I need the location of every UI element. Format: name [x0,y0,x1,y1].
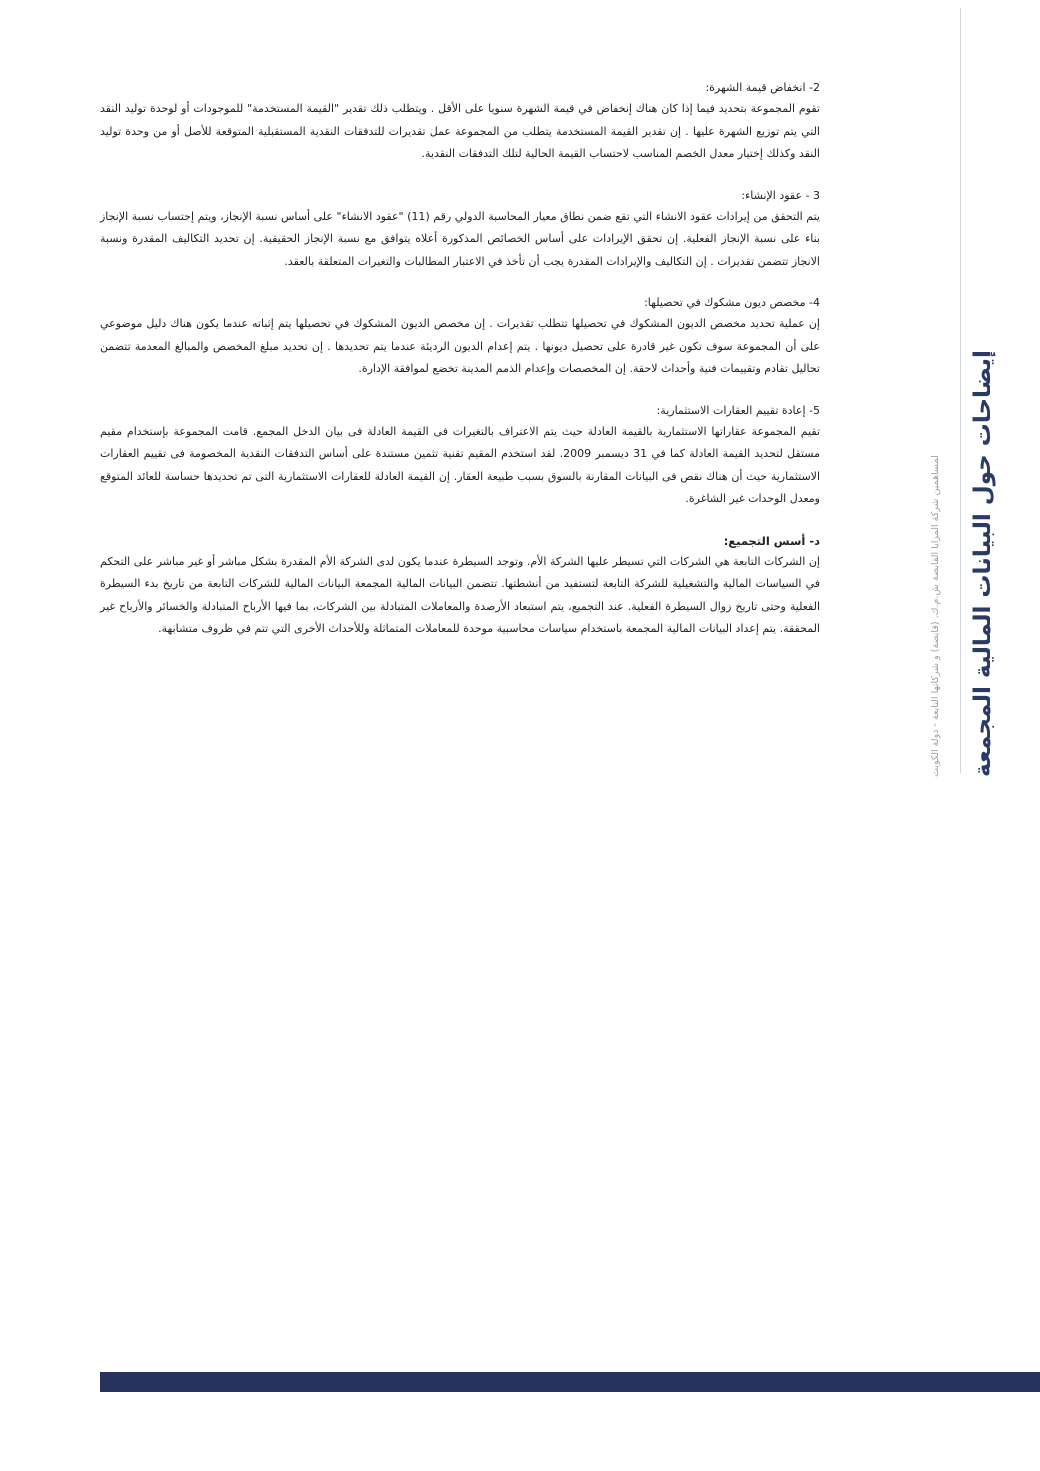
section-title: 2- انخفاض قيمة الشهرة: [705,81,820,94]
section-basis-of-consolidation [100,531,820,641]
section-body: يتم التحقق من إيرادات عقود الانشاء التي تقع ضمن نطاق معيار المحاسبة الدولي رقم (11) "عقود الانشاء" على أساس نسبة الإنجاز، ويتم إحتساب نسبة الإنجاز بناء على نسبة الإنجاز الفعلية. إن تحقق الإيرادات على أساس الخصائص المذكورة أعلاه يتوافق مع نسبة الإنجاز الحقيقية. إن تحديد التكاليف المقدرة ونسبة الانجاز تتضمن تقديرات . إن التكاليف والإيرادات المقدرة يجب أن تأخذ في الاعتبار المطالبات والتغيرات المتعلقة بالعقد. [100,209,820,268]
sidebar-divider [960,8,961,773]
section-body: إن عملية تحديد مخصص الديون المشكوك في تحصيلها تتطلب تقديرات . إن مخصص الديون المشكوك في تحصيلها يتم إثباته عندما يكون هناك دليل موضوعي على أن المجموعة سوف تكون غير قادرة على تحصيل ديونها . يتم إعدام الديون الرديئة عندما يتم تحديدها . إن تحديد مبلغ المخصص والمبالغ المعدمة تتضمن تحاليل تقادم وتقييمات فنية وأحداث لاحقة. إن المخصصات وإعدام الذمم المدينة تخضع لموافقة الإدارة. [100,317,820,375]
section-body: تقوم المجموعة بتحديد فيما إذا كان هناك إنخفاض في قيمة الشهرة سنويا على الأقل . ويتطلب ذلك تقدير "القيمة المستخدمة" للموجودات أو لوحدة توليد النقد التي يتم توزيع الشهرة عليها . إن تقدير القيمة المستخدمة يتطلب من المجموعة عمل تقديرات للتدفقات النقدية المستقبلية المتوقعة للأصل أو من وحدة توليد النقد وكذلك إختيار معدل الخصم المناسب لاحتساب القيمة الحالية لتلك التدفقات النقدية. [100,102,820,160]
document-body [100,78,820,661]
section-construction-contracts [100,186,820,274]
section-property-revaluation [100,401,820,511]
sidebar-subtitle: لمساهمين شركة المزايا القابضة ش.م.ك. (قابضة) و شركاتها التابعة - دولة الكويت [930,455,941,777]
section-title: د- أسس التجميع: [723,533,820,548]
section-goodwill-impairment [100,78,820,166]
section-doubtful-debts [100,293,820,381]
section-body: إن الشركات التابعة هي الشركات التي تسيطر عليها الشركة الأم. وتوجد السيطرة عندما يكون لدى الشركة الأم المقدرة بشكل مباشر أو غير مباشر على التحكم في السياسات المالية والتشغيلية للشركة التابعة لتستفيد من أنشطتها. تتضمن البيانات المالية المجمعة البيانات المالية للشركات التابعة من تاريخ بدء السيطرة الفعلية وحتى تاريخ زوال السيطرة الفعلية. عند التجميع، يتم استبعاد الأرصدة والمعاملات المتبادلة بين الشركات، بما فيها الأرباح المتبادلة والخسائر والأرباح غير المحققة. يتم إعداد البيانات المالية المجمعة باستخدام سياسات محاسبية موحدة للمعاملات المتماثلة وللأحداث الأخرى التي تتم في ظروف متشابهة. [100,554,820,635]
section-title: 5- إعادة تقييم العقارات الاستثمارية: [656,403,820,417]
section-title: 4- مخصص ديون مشكوك في تحصيلها: [644,296,820,309]
footer-bar [100,1372,1040,1392]
sidebar-title: إيضاحات حول البيانات المالية المجمعة [970,350,996,777]
section-body: تقيم المجموعة عقاراتها الاستثمارية بالقيمة العادلة حيث يتم الاعتراف بالتغيرات فى القيمة العادلة فى بيان الدخل المجمع. قامت المجموعة بإستخدام مقيم مستقل لتحديد القيمة العادلة كما في 31 ديسمبر 2009. لقد استخدم المقيم تقنية تثمين مستندة على أساس التدفقات النقدية المخصومة فى تقييم العقارات الاستثمارية حيث أن هناك نقص فى البيانات المقارنة بالسوق بسبب طبيعة العقار. إن القيمة العادلة للعقارات الاستثمارية التى تم تحديدها حساسة للعائد المتوقع ومعدل الوحدات غير الشاغرة. [100,424,821,505]
section-title: 3 - عقود الإنشاء: [741,188,820,202]
